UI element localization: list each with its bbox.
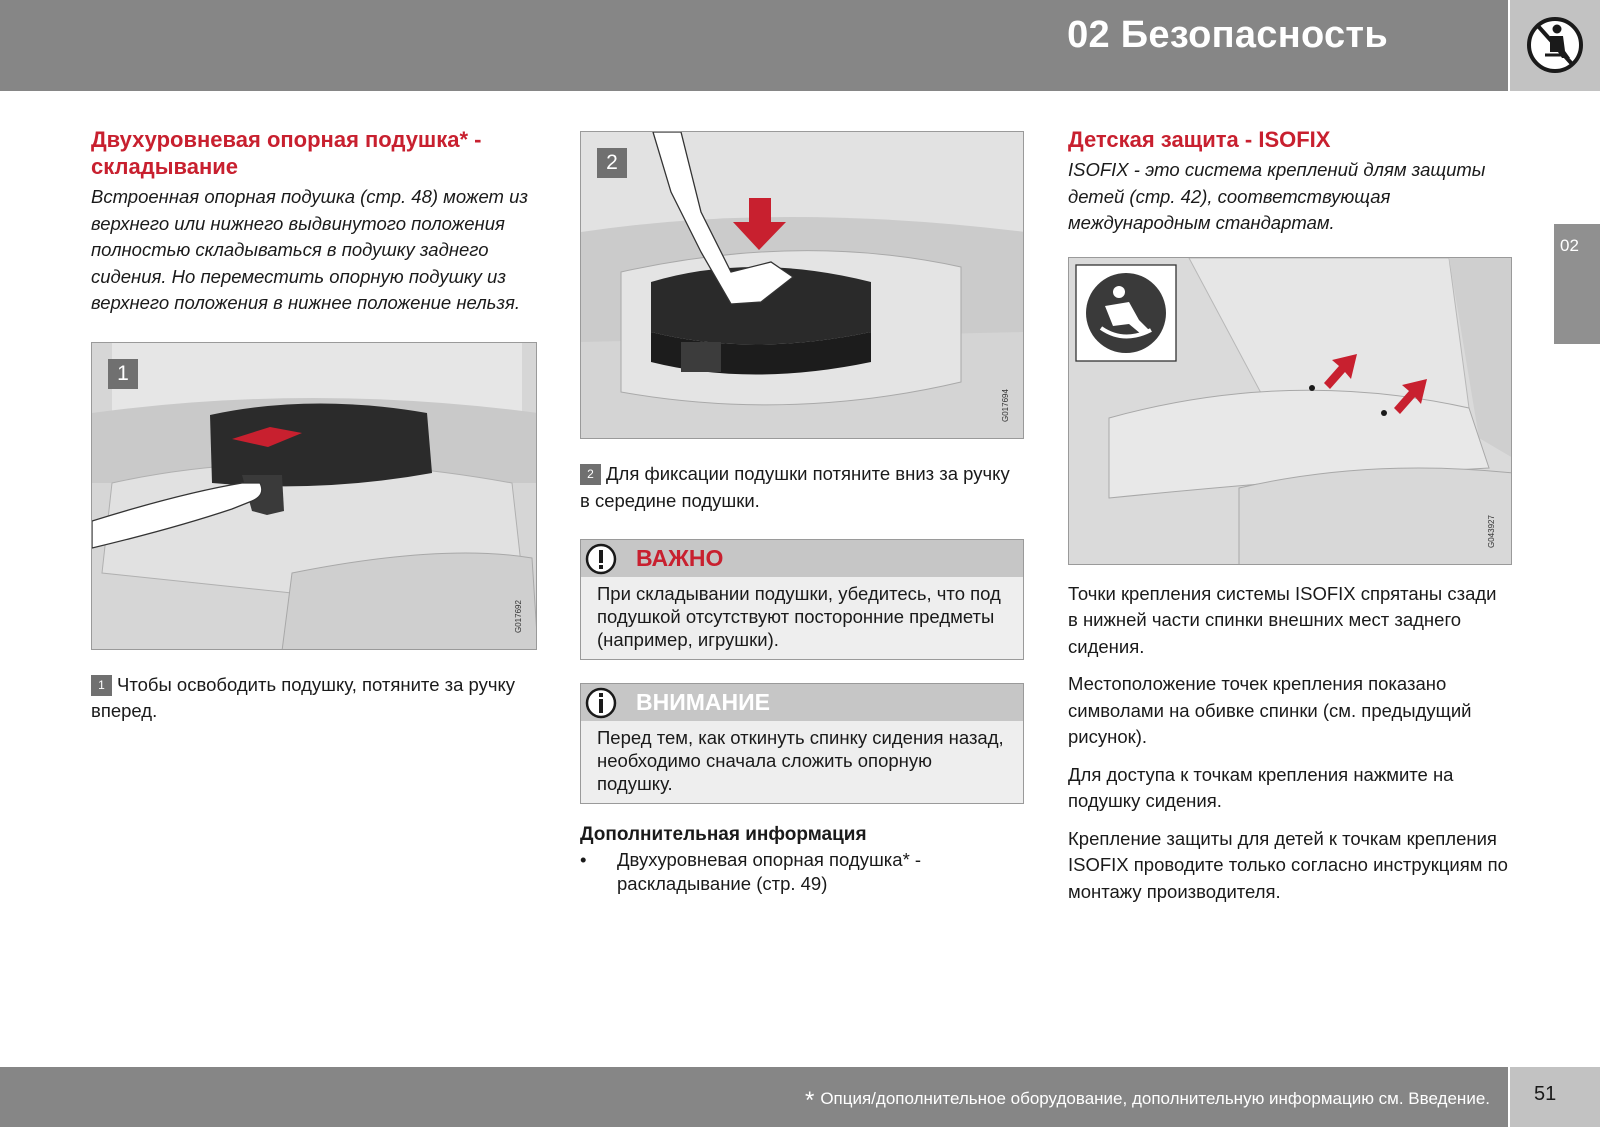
caption-2-text: Для фиксации подушки потяните вниз за ручку в середине подушки. <box>580 463 1010 511</box>
exclamation-icon <box>585 543 617 575</box>
attention-text: Перед тем, как откинуть спинку сидения назад, необходимо сначала сложить опорную подушку. <box>581 721 1023 803</box>
isofix-paragraphs <box>1068 581 1508 906</box>
section-title-cushion: Двухуровневая опорная подушка* - складывание <box>91 127 482 179</box>
figure-isofix-illustration <box>1069 258 1512 565</box>
chapter-tab-label: 02 <box>1560 236 1579 255</box>
caption-1-number: 1 <box>91 675 112 696</box>
important-label: ВАЖНО <box>636 545 724 571</box>
isofix-intro: ISOFIX - это система креплений длям защиты детей (стр. 42), соответствующая международным стандартам. <box>1068 159 1486 233</box>
footnote-text: Опция/дополнительное оборудование, дополнительную информацию см. Введение. <box>820 1089 1490 1108</box>
figure-1-number: 1 <box>108 359 138 389</box>
header-icon-box <box>1510 0 1600 91</box>
page-title: 02 Безопасность <box>1067 14 1388 56</box>
figure-1 <box>91 342 537 650</box>
figure-2-caption <box>580 461 1024 514</box>
isofix-paragraph: Крепление защиты для детей к точкам крепления ISOFIX проводите только согласно инструкциям по монтажу производителя. <box>1068 827 1508 902</box>
figure-isofix <box>1068 257 1512 565</box>
section-title-isofix: Детская защита - ISOFIX <box>1068 127 1331 152</box>
page-number-box <box>1510 1067 1600 1127</box>
more-info-link[interactable]: Двухуровневая опорная подушка* - раскладывание (стр. 49) <box>617 849 922 894</box>
seatbelt-warning-icon <box>1526 14 1584 76</box>
important-text: При складывании подушки, убедитесь, что под подушкой отсутствуют посторонние предметы (например, игрушки). <box>581 577 1023 659</box>
footer-note <box>805 1087 1490 1115</box>
footer-bar <box>0 1067 1508 1127</box>
figure-1-caption <box>91 672 537 725</box>
right-column <box>1068 126 1512 916</box>
figure-2-illustration <box>581 132 1024 439</box>
header-bar <box>0 0 1508 91</box>
isofix-paragraph: Точки крепления системы ISOFIX спрятаны сзади в нижней части спинки внешних мест заднего сидения. <box>1068 582 1497 657</box>
attention-label: ВНИМАНИЕ <box>636 689 771 715</box>
figure-2-code: G017694 <box>1001 389 1010 422</box>
figure-1-code: G017692 <box>514 599 523 633</box>
isofix-paragraph: Для доступа к точкам крепления нажмите на подушку сидения. <box>1068 763 1454 811</box>
page-number: 51 <box>1534 1083 1557 1105</box>
figure-1-illustration <box>92 343 537 650</box>
info-icon <box>585 687 617 719</box>
chapter-tab[interactable] <box>1554 224 1600 344</box>
figure-2 <box>580 131 1024 439</box>
caption-2-number: 2 <box>580 464 601 485</box>
important-notice <box>580 539 1024 660</box>
figure-isofix-code: G043927 <box>1487 514 1496 548</box>
attention-notice <box>580 683 1024 804</box>
left-column <box>91 126 537 725</box>
middle-column <box>580 131 1024 896</box>
attention-header <box>581 684 1023 721</box>
more-info-item[interactable] <box>580 848 1024 896</box>
footnote-star: * <box>804 1087 815 1114</box>
figure-2-number: 2 <box>597 148 627 178</box>
bullet-dot: • <box>580 849 587 870</box>
cushion-intro: Встроенная опорная подушка (стр. 48) может из верхнего или нижнего выдвинутого положения полностью складываться в подушку заднего сидения. Но переместить опорную подушку из верхнего положения в нижнее положение нельзя. <box>91 186 528 313</box>
important-header <box>581 540 1023 577</box>
isofix-paragraph: Местоположение точек крепления показано символами на обивке спинки (см. предыдущий рисунок). <box>1068 673 1472 747</box>
caption-1-text: Чтобы освободить подушку, потяните за ручку вперед. <box>91 673 516 721</box>
more-info-title: Дополнительная информация <box>580 824 867 845</box>
